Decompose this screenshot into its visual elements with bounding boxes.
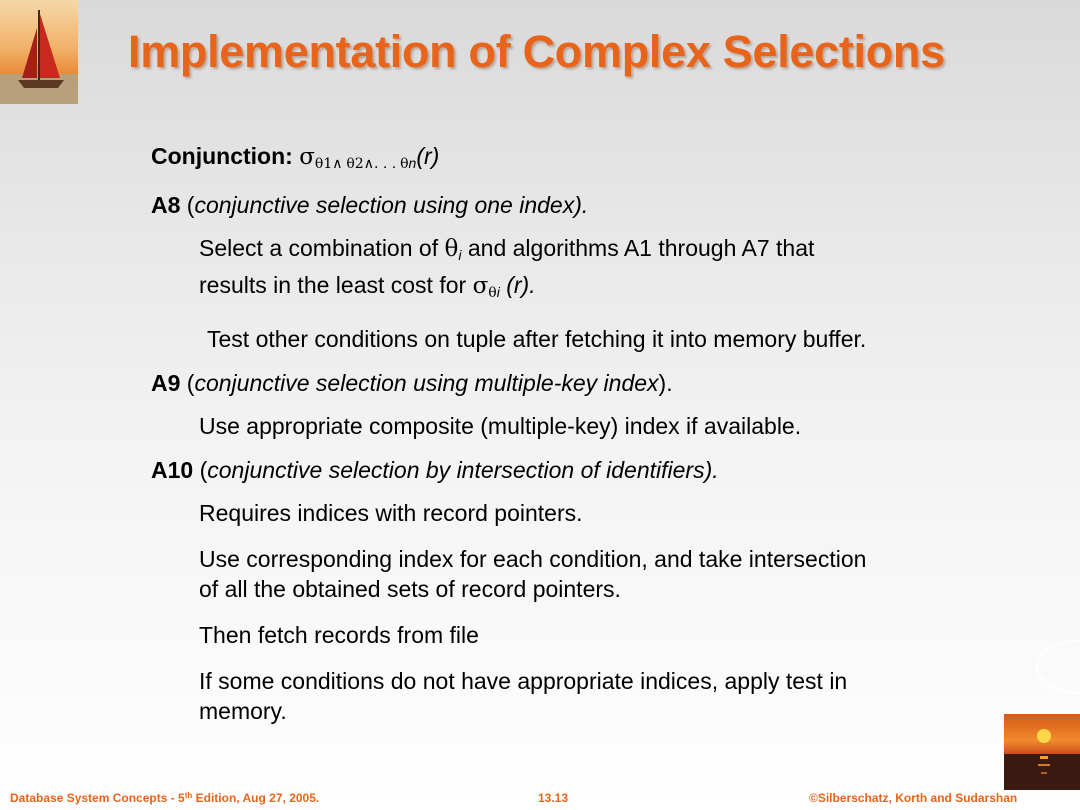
a8-line2: results in the least cost for $\sigma_{\theta i}$ (r).: [199, 272, 536, 301]
a10-fetch: [199, 620, 1031, 650]
sailboat-logo: [0, 0, 78, 104]
a8-heading: A8 (conjunctive selection using one index).: [151, 192, 589, 218]
conjunction-formula: $\sigma_{\theta 1\wedge \theta 2\wedge. . . \theta n}(r)$: [299, 143, 440, 172]
a10-line4b: memory.: [199, 698, 287, 724]
a10-line4a: If some conditions do not have appropriate indices, apply test in: [199, 668, 848, 694]
slide-title: Implementation of Complex Selections: [128, 26, 945, 77]
a9-line1: Use appropriate composite (multiple-key) index if available.: [199, 413, 802, 439]
slide-body: [151, 143, 1031, 742]
a9-heading: A9 (conjunctive selection using multiple-key index).: [151, 370, 673, 396]
sailboat-icon: [0, 0, 78, 104]
conjunction-line: [151, 143, 1031, 178]
sunset-image: [1004, 714, 1080, 790]
a8-line3: Test other conditions on tuple after fetching it into memory buffer.: [207, 326, 867, 352]
footer-copyright: ©Silberschatz, Korth and Sudarshan: [809, 791, 1018, 805]
a8-line3-block: [207, 324, 1031, 354]
a10-line1: Requires indices with record pointers.: [199, 500, 583, 526]
a10-description: conjunctive selection by intersection of identifiers).: [207, 457, 719, 483]
conjunction-label: Conjunction:: [151, 143, 293, 169]
a10-label: A10: [151, 457, 194, 483]
a8-details: [199, 233, 1031, 308]
decorative-arc: [1036, 640, 1080, 694]
a9-details: [199, 411, 1031, 441]
sunset-icon: [1004, 714, 1080, 790]
a10-requires: [199, 498, 1031, 528]
a9-description: conjunctive selection using multiple-key index: [194, 370, 659, 396]
a10-line3: Then fetch records from file: [199, 622, 479, 648]
a10-memory: [199, 666, 1031, 726]
a10-use: [199, 544, 1031, 604]
a8-description: conjunctive selection using one index).: [194, 192, 589, 218]
a10-line2a: Use corresponding index for each condition, and take intersection: [199, 546, 867, 572]
footer-source: Database System Concepts - 5th Edition, Aug 27, 2005.: [10, 791, 320, 805]
a10-heading: A10 (conjunctive selection by intersection of identifiers).: [151, 457, 719, 483]
a9-label: A9: [151, 370, 181, 396]
footer-page-number: 13.13: [538, 791, 569, 805]
a10-line2b: of all the obtained sets of record pointers.: [199, 576, 621, 602]
a8-label: A8: [151, 192, 181, 218]
a8-line1: Select a combination of $\theta_i$ and algorithms A1 through A7 that: [199, 235, 815, 263]
